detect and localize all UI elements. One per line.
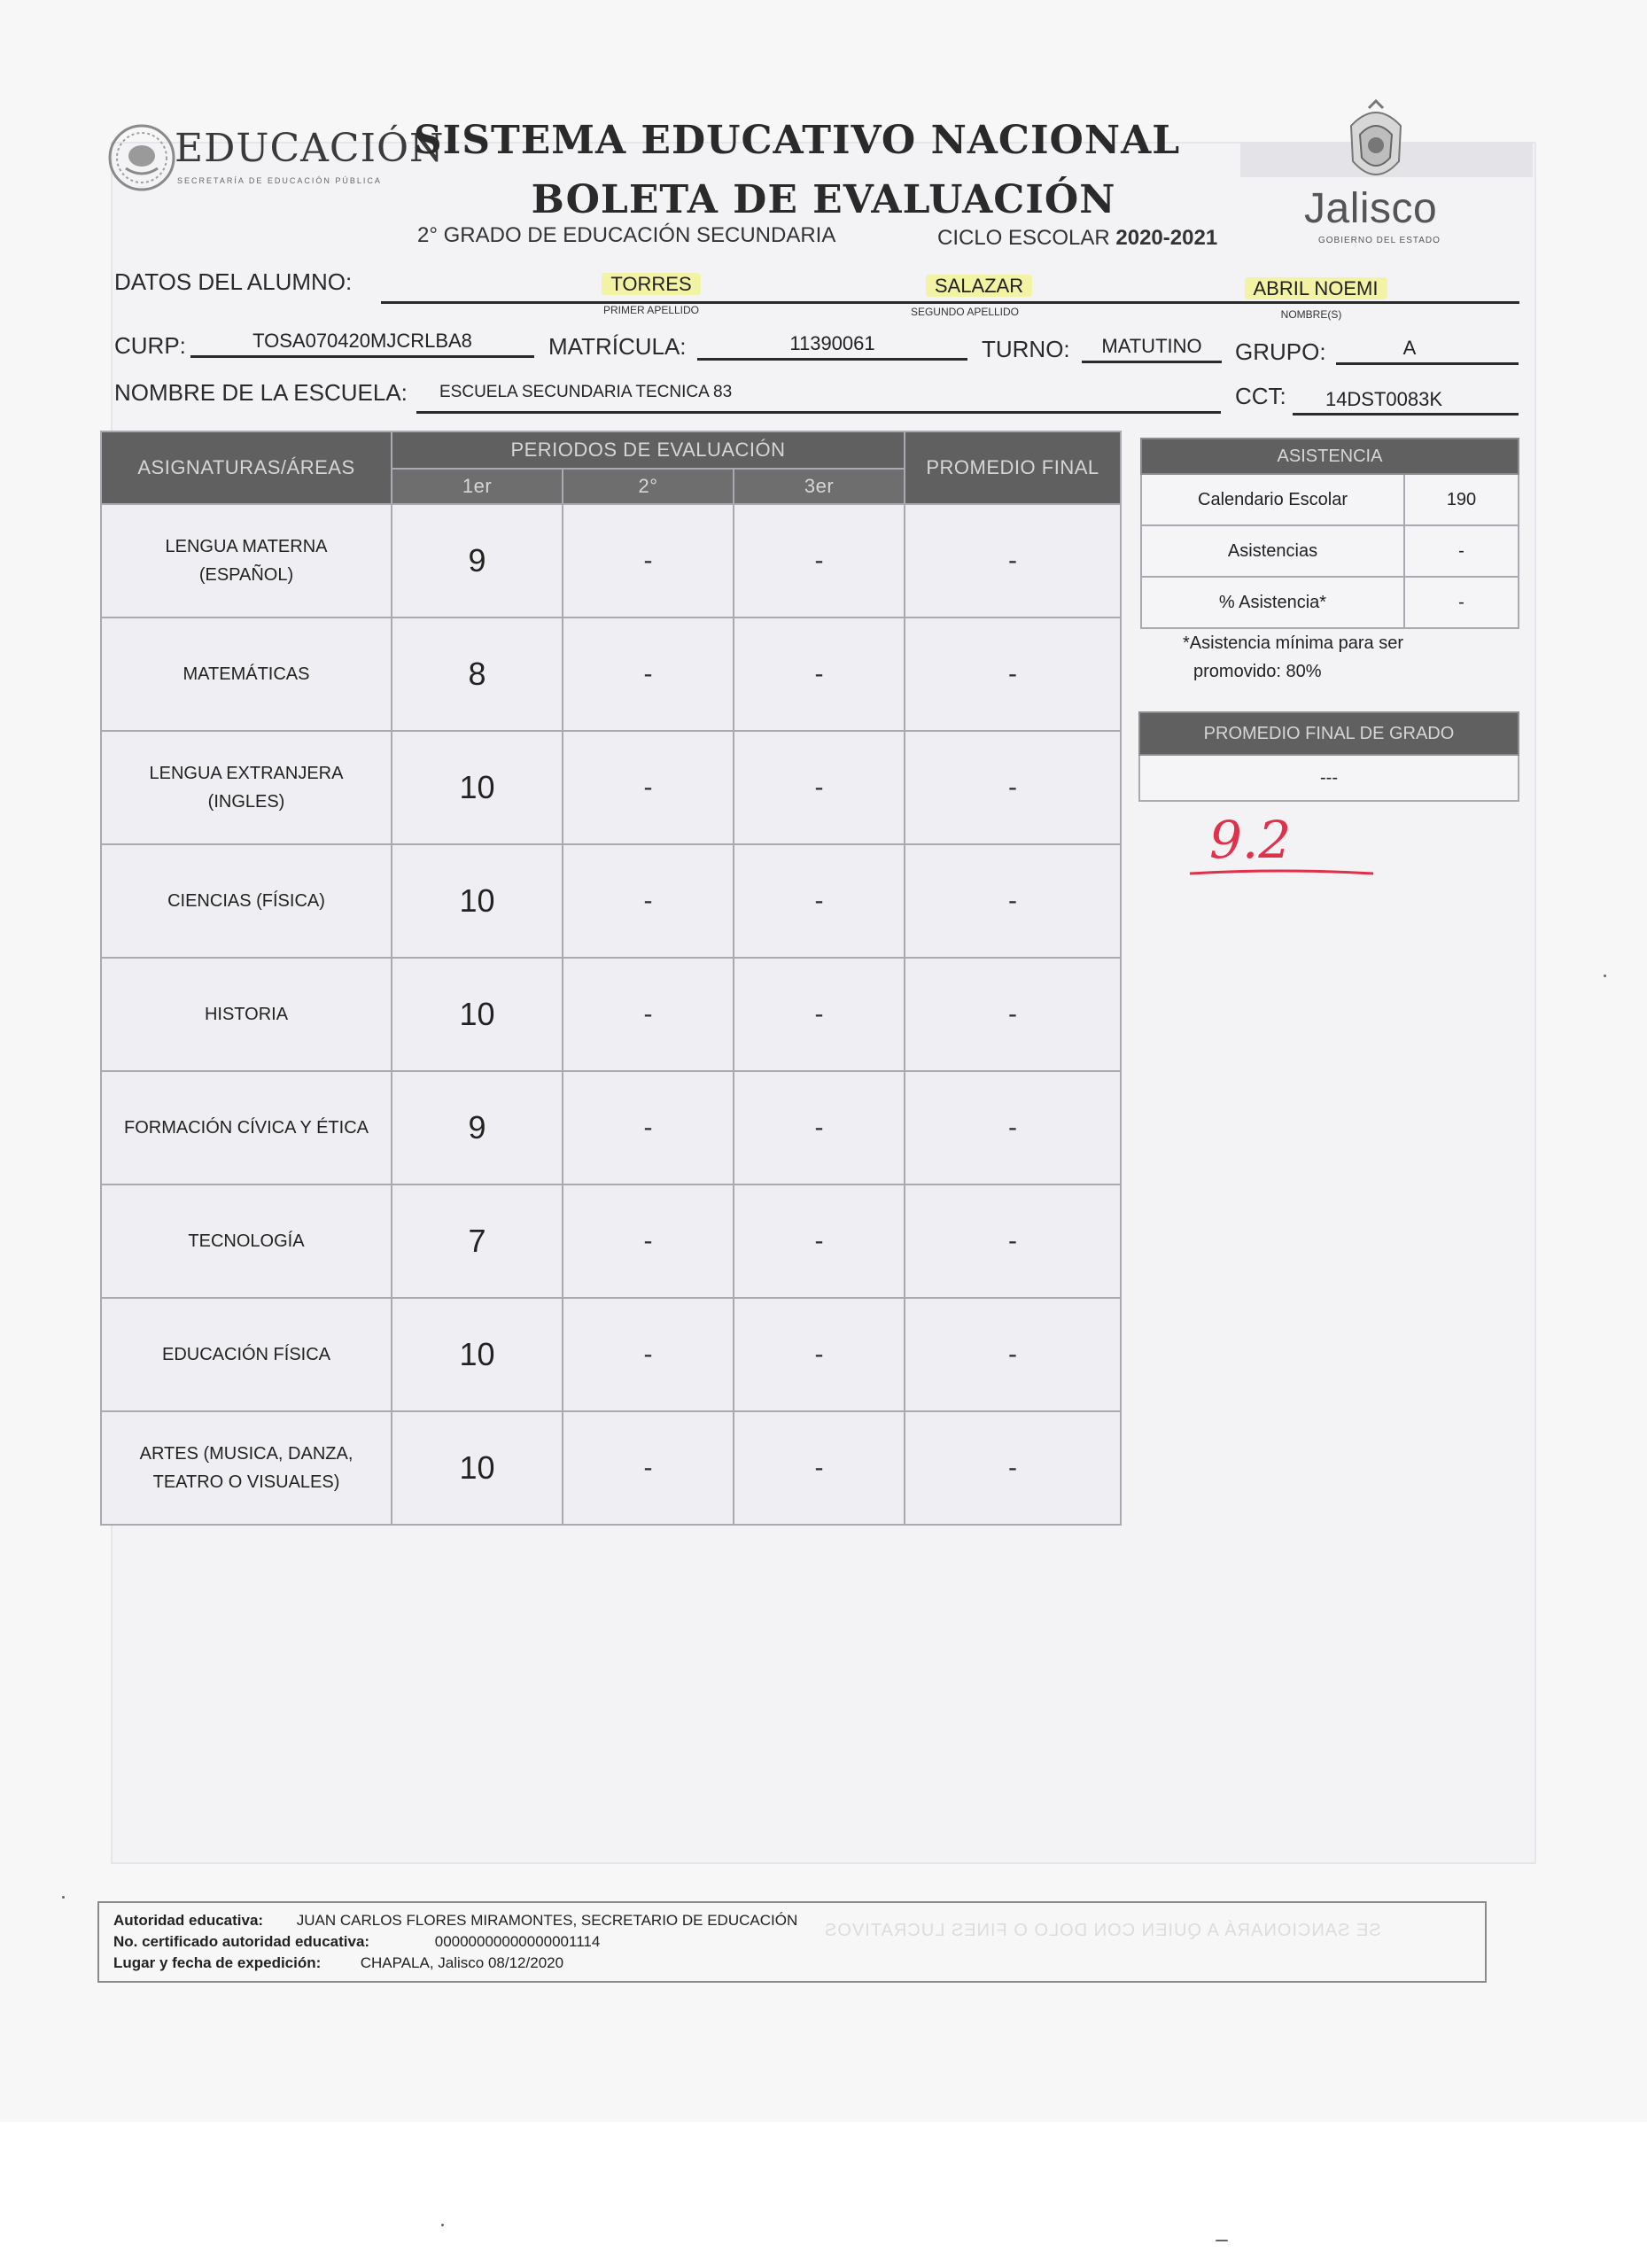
period-3-grade xyxy=(734,958,905,1071)
period-3-grade-text: - xyxy=(814,999,824,1029)
final-average-grade-text: - xyxy=(1008,1453,1017,1482)
attendance-row-label: Asistencias xyxy=(1141,525,1404,577)
period-2-grade-text: - xyxy=(643,773,653,802)
period-1-grade-text: 10 xyxy=(459,882,495,919)
scan-speck xyxy=(62,1896,65,1899)
footer-lugar-label: Lugar y fecha de expedición: xyxy=(113,1954,322,1971)
period-1-grade xyxy=(392,504,563,617)
final-average-grade-text: - xyxy=(1008,1113,1017,1142)
final-average-grade xyxy=(905,1071,1121,1184)
period-2-grade xyxy=(563,1184,734,1298)
footer-lugar-value: CHAPALA, Jalisco 08/12/2020 xyxy=(360,1954,564,1971)
period-3-grade-text: - xyxy=(814,886,824,915)
grade-row xyxy=(101,844,1121,958)
period-3-grade xyxy=(734,1411,905,1525)
period-1-grade xyxy=(392,617,563,731)
grade-row xyxy=(101,504,1121,617)
subject-cell-text: FORMACIÓN CÍVICA Y ÉTICA xyxy=(124,1118,369,1138)
final-average-grade-text: - xyxy=(1008,659,1017,688)
header-periods: PERIODOS DE EVALUACIÓN xyxy=(392,431,905,469)
subject-cell-text: EDUCACIÓN FÍSICA xyxy=(161,1345,331,1364)
attendance-row-value: - xyxy=(1404,577,1519,628)
period-2-grade xyxy=(563,617,734,731)
student-data-label: DATOS DEL ALUMNO: xyxy=(114,268,353,295)
logo-educacion: EDUCACIÓN xyxy=(175,126,445,171)
period-2-grade-text: - xyxy=(643,1226,653,1255)
grupo-label: GRUPO: xyxy=(1235,338,1326,365)
period-2-grade xyxy=(563,1411,734,1525)
curp-label: CURP: xyxy=(114,332,186,359)
matricula-line xyxy=(697,358,967,361)
final-average-grade xyxy=(905,1411,1121,1525)
attendance-row-value: 190 xyxy=(1404,474,1519,525)
attendance-row xyxy=(1141,474,1519,525)
subject-cell-text: CIENCIAS (FÍSICA) xyxy=(167,891,325,911)
grades-table xyxy=(100,431,1122,1526)
attendance-header: ASISTENCIA xyxy=(1141,439,1519,474)
period-3-grade-text: - xyxy=(814,1113,824,1142)
subject-cell-text: MATEMÁTICAS xyxy=(183,664,310,684)
attendance-row xyxy=(1141,525,1519,577)
final-average-grade xyxy=(905,844,1121,958)
subject-cell-text: ARTES (MUSICA, DANZA, TEATRO O VISUALES) xyxy=(139,1444,353,1492)
period-2-grade-text: - xyxy=(643,1113,653,1142)
footer-box xyxy=(97,1901,1487,1983)
period-1-grade xyxy=(392,1411,563,1525)
subject-cell xyxy=(101,617,392,731)
attendance-row-label: % Asistencia* xyxy=(1141,577,1404,628)
subject-cell-text: TECNOLOGÍA xyxy=(188,1231,305,1251)
curp-value: TOSA070420MJCRLBA8 xyxy=(252,330,472,352)
school-cycle-value: 2020-2021 xyxy=(1115,226,1218,250)
nombres-caption: NOMBRE(S) xyxy=(1280,308,1342,321)
jalisco-logo-subtext: GOBIERNO DEL ESTADO xyxy=(1318,236,1441,245)
period-1-grade-text: 7 xyxy=(468,1223,486,1259)
curp-line xyxy=(190,355,534,358)
jalisco-logo-text: Jalisco xyxy=(1304,185,1438,232)
subject-cell xyxy=(101,731,392,844)
final-average-grade-text: - xyxy=(1008,886,1017,915)
handwritten-average-text: 9.2 xyxy=(1209,810,1292,870)
footer-certificado-label: No. certificado autoridad educativa: xyxy=(113,1933,370,1950)
subject-cell xyxy=(101,504,392,617)
segundo-apellido-caption: SEGUNDO APELLIDO xyxy=(910,306,1020,318)
period-3-grade xyxy=(734,731,905,844)
final-average-grade-text: - xyxy=(1008,999,1017,1029)
segundo-apellido-value: SALAZAR xyxy=(859,275,1099,298)
period-2-grade xyxy=(563,1071,734,1184)
period-1-grade xyxy=(392,1071,563,1184)
period-3-grade xyxy=(734,844,905,958)
primer-apellido-value: TORRES xyxy=(532,273,771,296)
period-3-grade xyxy=(734,1071,905,1184)
period-1-grade-text: 9 xyxy=(468,1109,486,1146)
header-period-3: 3er xyxy=(734,469,905,504)
period-2-grade-text: - xyxy=(643,1453,653,1482)
grade-row xyxy=(101,1071,1121,1184)
subject-cell xyxy=(101,844,392,958)
period-2-grade xyxy=(563,731,734,844)
final-average-grade-text: - xyxy=(1008,1226,1017,1255)
period-2-grade xyxy=(563,504,734,617)
escuela-value: ESCUELA SECUNDARIA TECNICA 83 xyxy=(439,383,733,401)
cct-value: 14DST0083K xyxy=(1325,388,1443,410)
subject-cell xyxy=(101,1411,392,1525)
period-2-grade xyxy=(563,1298,734,1411)
footer-autoridad-label: Autoridad educativa: xyxy=(113,1912,264,1929)
subject-cell xyxy=(101,958,392,1071)
scan-speck xyxy=(1604,975,1606,977)
period-3-grade xyxy=(734,617,905,731)
period-1-grade-text: 10 xyxy=(459,1449,495,1486)
period-3-grade-text: - xyxy=(814,659,824,688)
final-average-grade-text: - xyxy=(1008,773,1017,802)
final-average-header: PROMEDIO FINAL DE GRADO xyxy=(1139,712,1519,755)
jalisco-crest-icon xyxy=(1333,99,1418,192)
document-title: SISTEMA EDUCATIVO NACIONAL xyxy=(413,118,1181,163)
attendance-note xyxy=(1183,629,1403,686)
escuela-line xyxy=(416,411,1221,414)
attendance-row-label: Calendario Escolar xyxy=(1141,474,1404,525)
period-1-grade xyxy=(392,1184,563,1298)
final-average-table xyxy=(1138,711,1519,802)
period-1-grade xyxy=(392,958,563,1071)
subject-cell-text: LENGUA MATERNA (ESPAÑOL) xyxy=(165,537,328,585)
final-average-grade xyxy=(905,731,1121,844)
period-2-grade-text: - xyxy=(643,1340,653,1369)
escuela-label: NOMBRE DE LA ESCUELA: xyxy=(114,379,408,406)
period-3-grade-text: - xyxy=(814,773,824,802)
subject-cell xyxy=(101,1184,392,1298)
final-average-grade xyxy=(905,504,1121,617)
turno-label: TURNO: xyxy=(982,336,1070,362)
attendance-note-line1: *Asistencia mínima para ser xyxy=(1183,633,1403,653)
final-average-grade xyxy=(905,1298,1121,1411)
school-cycle xyxy=(937,226,1217,251)
logo-educacion-subtext: SECRETARÍA DE EDUCACIÓN PÚBLICA xyxy=(177,176,382,185)
turno-value: MATUTINO xyxy=(1101,335,1202,357)
document-subtitle: BOLETA DE EVALUACIÓN xyxy=(531,177,1116,222)
period-2-grade-text: - xyxy=(643,886,653,915)
grade-row xyxy=(101,731,1121,844)
period-2-grade xyxy=(563,958,734,1071)
attendance-table xyxy=(1140,438,1519,629)
period-1-grade-text: 9 xyxy=(468,542,486,579)
grupo-value: A xyxy=(1402,337,1417,359)
school-cycle-label: CICLO ESCOLAR xyxy=(937,226,1110,250)
footer-certificado xyxy=(113,1933,600,1951)
header-subjects: ASIGNATURAS/ÁREAS xyxy=(101,431,392,504)
attendance-row-value: - xyxy=(1404,525,1519,577)
period-3-grade xyxy=(734,1298,905,1411)
final-average-value: --- xyxy=(1139,755,1519,801)
period-3-grade-text: - xyxy=(814,1226,824,1255)
period-3-grade xyxy=(734,504,905,617)
period-3-grade xyxy=(734,1184,905,1298)
final-average-grade xyxy=(905,958,1121,1071)
cct-line xyxy=(1293,413,1519,416)
period-1-grade-text: 10 xyxy=(459,769,495,805)
period-1-grade xyxy=(392,1298,563,1411)
nombres-value: ABRIL NOEMI xyxy=(1196,277,1435,300)
attendance-note-line2: promovido: 80% xyxy=(1193,662,1322,681)
header-period-1: 1er xyxy=(392,469,563,504)
primer-apellido-caption: PRIMER APELLIDO xyxy=(602,304,700,316)
period-2-grade-text: - xyxy=(643,659,653,688)
grade-row xyxy=(101,617,1121,731)
period-3-grade-text: - xyxy=(814,546,824,575)
footer-autoridad-value: JUAN CARLOS FLORES MIRAMONTES, SECRETARIO DE EDUCACIÓN xyxy=(296,1912,798,1929)
period-2-grade-text: - xyxy=(643,546,653,575)
grade-row xyxy=(101,1411,1121,1525)
period-3-grade-text: - xyxy=(814,1340,824,1369)
scan-speck xyxy=(441,2224,444,2226)
header-period-2: 2° xyxy=(563,469,734,504)
turno-line xyxy=(1082,361,1222,363)
period-1-grade-text: 8 xyxy=(468,656,486,692)
period-1-grade-text: 10 xyxy=(459,1336,495,1372)
grade-row xyxy=(101,958,1121,1071)
matricula-label: MATRÍCULA: xyxy=(548,333,687,360)
subject-cell-text: LENGUA EXTRANJERA (INGLES) xyxy=(149,764,344,812)
matricula-value: 11390061 xyxy=(789,332,875,354)
footer-certificado-value: 00000000000000001114 xyxy=(434,1933,601,1950)
period-2-grade xyxy=(563,844,734,958)
grade-level: 2° GRADO DE EDUCACIÓN SECUNDARIA xyxy=(417,223,836,247)
scan-speck xyxy=(1216,2240,1228,2241)
period-1-grade-text: 10 xyxy=(459,996,495,1032)
subject-cell xyxy=(101,1071,392,1184)
footer-autoridad xyxy=(113,1912,797,1930)
footer-lugar xyxy=(113,1954,563,1972)
final-average-grade-text: - xyxy=(1008,1340,1017,1369)
period-2-grade-text: - xyxy=(643,999,653,1029)
grupo-line xyxy=(1336,362,1519,365)
final-average-grade xyxy=(905,617,1121,731)
cct-label: CCT: xyxy=(1235,383,1286,409)
period-3-grade-text: - xyxy=(814,1453,824,1482)
grade-row xyxy=(101,1298,1121,1411)
attendance-row xyxy=(1141,577,1519,628)
grade-row xyxy=(101,1184,1121,1298)
final-average-grade-text: - xyxy=(1008,546,1017,575)
handwritten-average xyxy=(1183,804,1378,884)
period-1-grade xyxy=(392,844,563,958)
final-average-grade xyxy=(905,1184,1121,1298)
subject-cell xyxy=(101,1298,392,1411)
bleed-through-text: SE SANCIONARÁ A QUIEN CON DOLO O FINES LUCRATIVOS xyxy=(824,1921,1381,1940)
period-1-grade xyxy=(392,731,563,844)
subject-cell-text: HISTORIA xyxy=(204,1005,289,1024)
header-final-average: PROMEDIO FINAL xyxy=(905,431,1121,504)
